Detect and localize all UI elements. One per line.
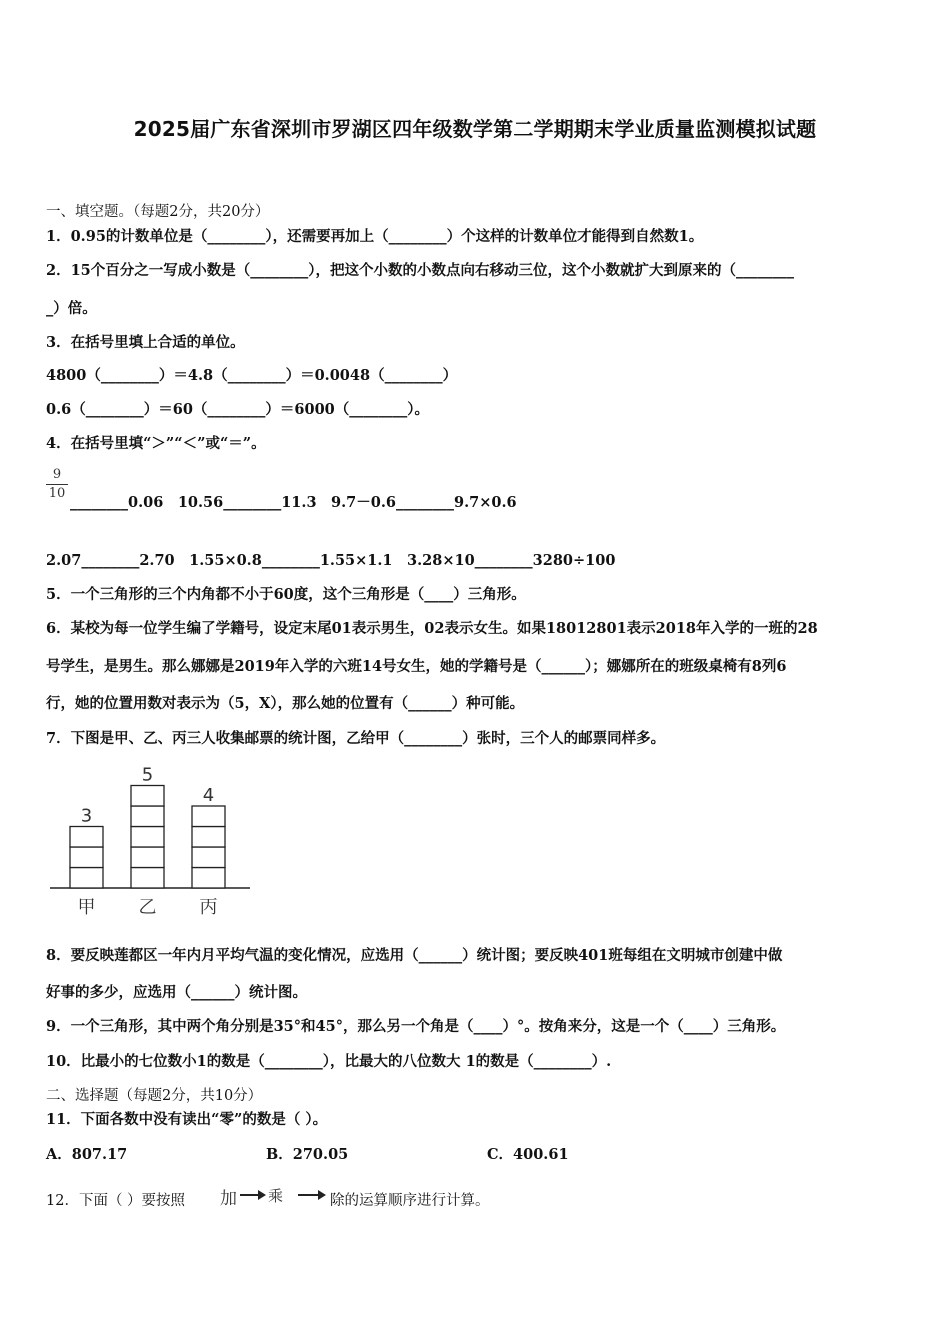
bar-value-label: 3 [80,805,93,827]
question-4: 4．在括号里填“＞”“＜”或“＝”。 [46,435,266,452]
fraction-denominator: 10 [48,486,66,501]
bar-cell-2-5 [131,786,164,807]
section-heading-fill-in: 一、填空题。（每题2分，共20分） [46,204,270,220]
bar-cell-2-2 [131,847,164,868]
question-6-line-1: 6．某校为每一位学生编了学籍号，设定末尾01表示男生，02表示女生。如果18012801表示2018年入学的一班的28 [46,620,818,637]
question-3: 3．在括号里填上合适的单位。 [46,334,245,351]
question-9: 9．一个三角形，其中两个角分别是35°和45°，那么另一个角是（____）°。按角来分，这是一个（____）三角形。 [46,1018,786,1035]
operation-order-figure [218,1182,330,1208]
question-6-line-2: 号学生，是男生。那么娜娜是2019年入学的六班14号女生，她的学籍号是（______）；娜娜所在的班级桌椅有8列6 [46,658,787,675]
bar-value-label: 5 [141,764,154,786]
bar-cell-1-2 [70,847,103,868]
question-4-row-2: 2.07________2.70 1.55×0.8________1.55×1.1 3.28×10________3280÷100 [46,552,616,569]
question-12-prefix: 12．下面（ ）要按照 [46,1193,186,1209]
bar-cell-1-3 [70,827,103,848]
bar-cell-2-4 [131,806,164,827]
fraction-bar [46,484,68,485]
question-1: 1．0.95的计数单位是（________），还需要再加上（________）个这样的计数单位才能得到自然数1。 [46,228,704,245]
question-7: 7．下图是甲、乙、丙三人收集邮票的统计图，乙给甲（________）张时，三个人的邮票同样多。 [46,730,666,747]
category-label: 丙 [199,897,218,918]
multiply-label: 乘 [268,1187,284,1205]
bar-cell-3-1 [192,868,225,889]
fraction-numerator: 9 [52,467,62,482]
question-4-row-1: ________0.06 10.56________11.3 9.7－0.6________9.7×0.6 [70,494,517,511]
question-3-row-1: 4800（________）＝4.8（________）＝0.0048（________） [46,367,458,384]
add-label: 加 [220,1189,237,1209]
question-5: 5．一个三角形的三个内角都不小于60度，这个三角形是（____）三角形。 [46,586,526,603]
question-10: 10．比最小的七位数小1的数是（________），比最大的八位数大 1的数是（________）. [46,1053,612,1070]
bar-cell-2-1 [131,868,164,889]
question-8-line-2: 好事的多少，应选用（______）统计图。 [46,984,307,1001]
arrow-right-icon [240,1190,266,1200]
bar-cell-3-4 [192,806,225,827]
bar-cell-3-3 [192,827,225,848]
bar-cell-2-3 [131,827,164,848]
question-3-row-2: 0.6（________）＝60（________）＝6000（________）。 [46,401,430,418]
question-2-line-1: 2．15个百分之一写成小数是（________），把这个小数的小数点向右移动三位，这个小数就扩大到原来的（________ [46,262,795,279]
question-8-line-1: 8．要反映莲都区一年内月平均气温的变化情况，应选用（______）统计图；要反映401班每组在文明城市创建中做 [46,947,783,964]
arrow-right-icon [298,1190,326,1200]
question-12-suffix: 除的运算顺序进行计算。 [330,1193,490,1209]
bar-value-label: 4 [202,785,215,806]
category-label: 甲 [77,897,96,918]
page-title: 2025届广东省深圳市罗湖区四年级数学第二学期期末学业质量监测模拟试题 [133,117,817,141]
stamp-bar-chart [46,756,256,926]
fraction-nine-tenths [46,467,68,502]
category-label: 乙 [138,897,157,918]
section-heading-choice: 二、选择题（每题2分，共10分） [46,1088,263,1104]
question-6-line-3: 行，她的位置用数对表示为（5，X），那么她的位置有（______）种可能。 [46,695,525,712]
option-c: C．400.61 [487,1146,569,1163]
bar-cell-3-2 [192,847,225,868]
option-b: B．270.05 [266,1146,349,1163]
option-a: A．807.17 [46,1146,128,1163]
question-2-line-2: _）倍。 [46,300,97,317]
question-11: 11．下面各数中没有读出“零”的数是（ ）。 [46,1111,328,1128]
bar-cell-1-1 [70,868,103,889]
